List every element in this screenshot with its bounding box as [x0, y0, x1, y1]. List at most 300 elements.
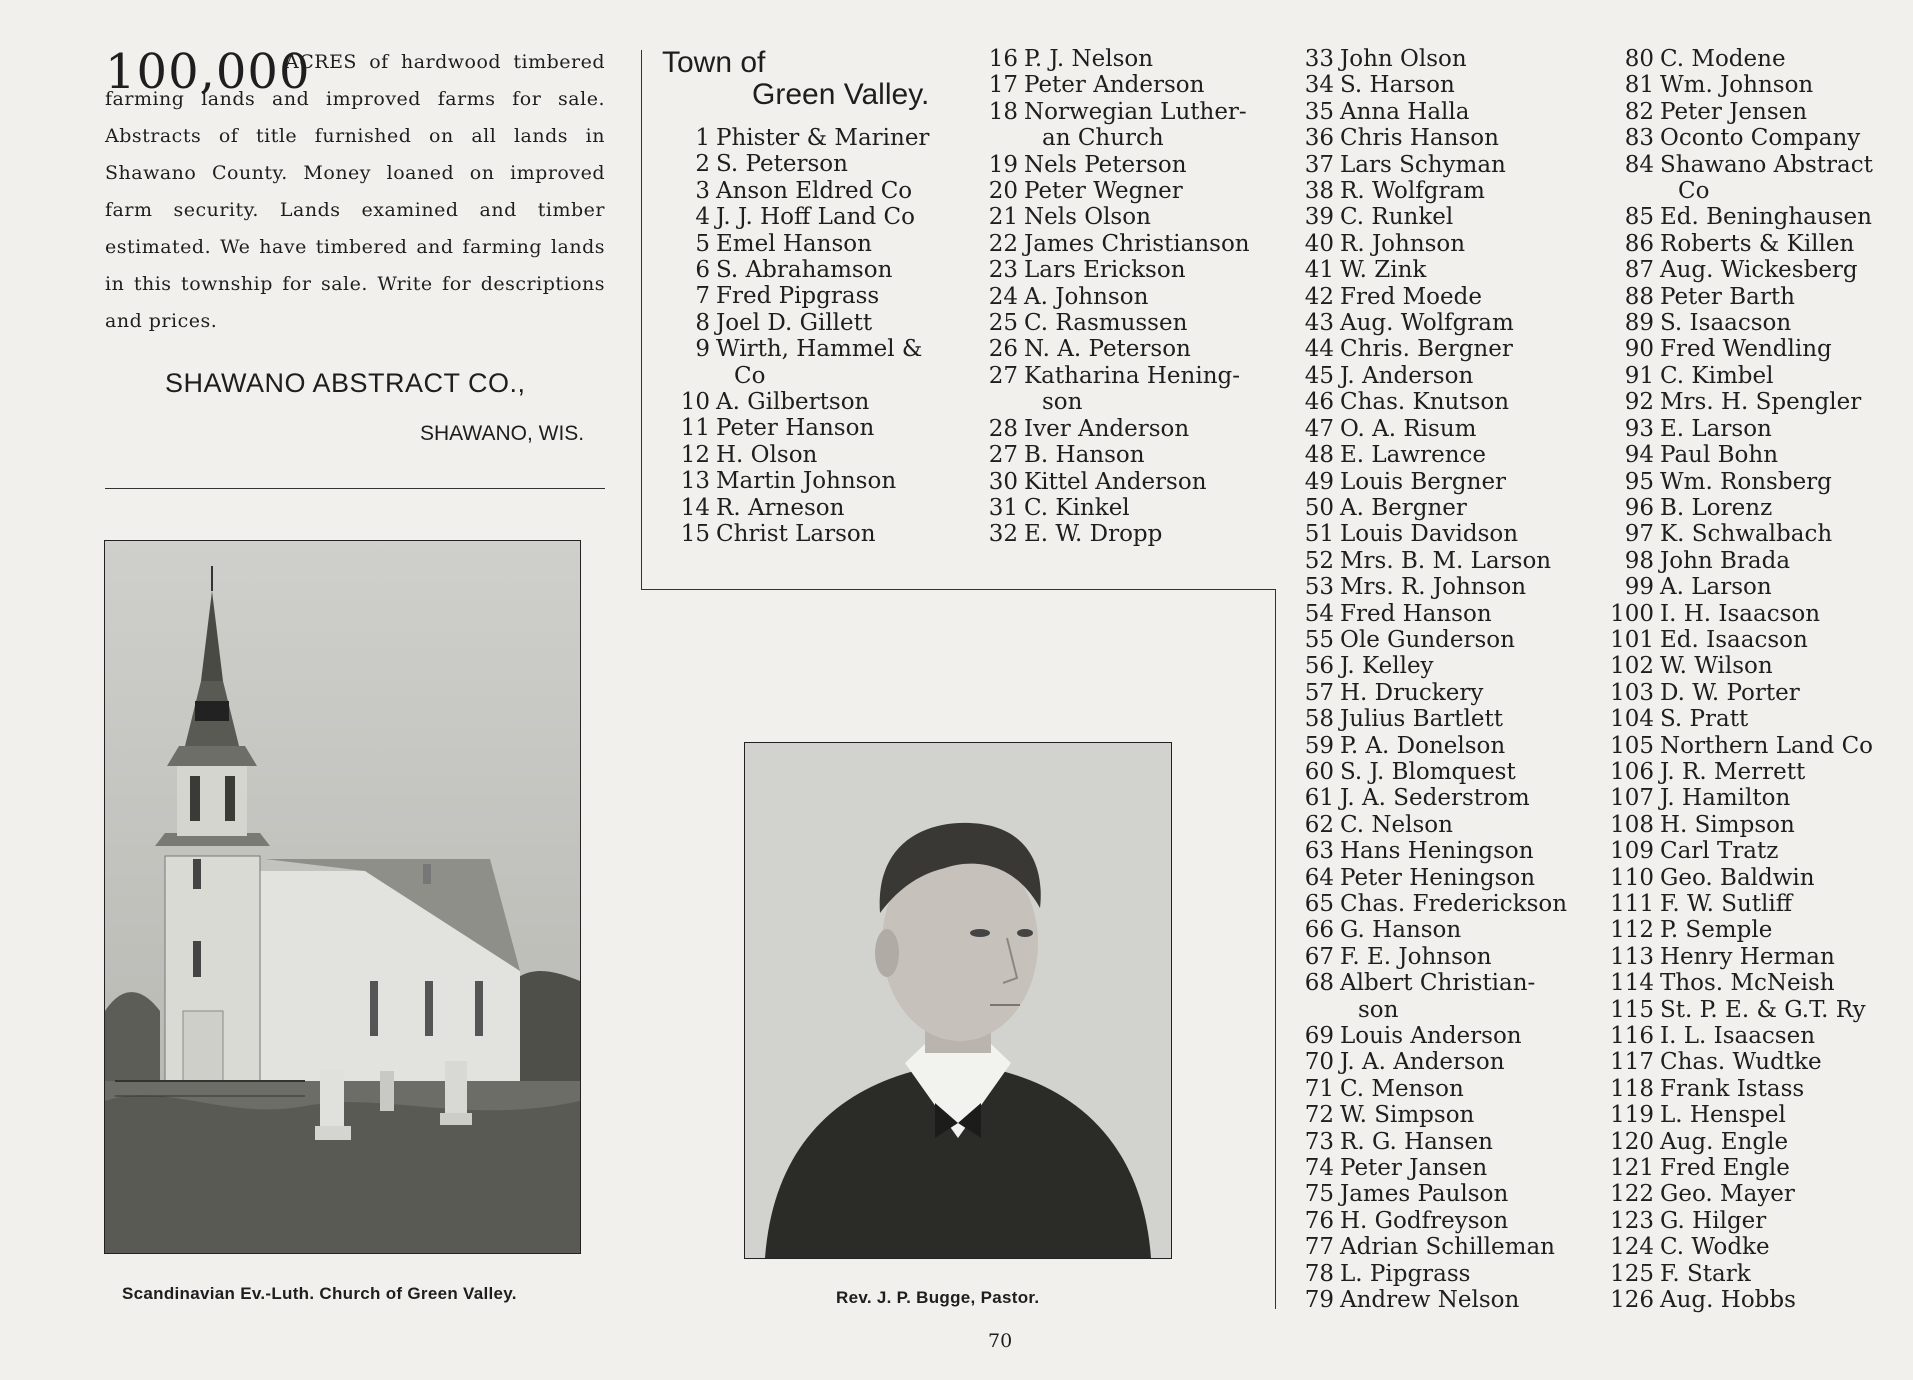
owner-name: P. Semple [1660, 917, 1773, 944]
owner-parcel-number [1598, 178, 1660, 204]
owner-name: Co [734, 362, 766, 389]
owner-parcel-number: 7 [695, 283, 710, 310]
owner-parcel-number: 101 [1610, 626, 1654, 653]
owner-list-item [1300, 1261, 1580, 1287]
owner-parcel-number: 77 [1304, 1234, 1334, 1261]
owner-parcel-number: 26 [988, 336, 1018, 363]
owner-list-item [1598, 1234, 1898, 1260]
owner-list-item [1300, 812, 1580, 838]
owner-list-item [1300, 46, 1580, 72]
owner-list-item [1598, 812, 1898, 838]
owner-list-item [1598, 442, 1898, 468]
owner-parcel-number: 60 [1304, 758, 1334, 785]
owner-name: F. W. Sutliff [1660, 891, 1793, 917]
owner-parcel-number: 100 [1610, 600, 1654, 627]
owner-list-item [978, 178, 1260, 204]
owner-name: Kittel Anderson [1024, 468, 1207, 495]
owner-list-item [660, 415, 946, 441]
owner-parcel-number: 8 [695, 309, 710, 336]
owner-name: Paul Bohn [1660, 442, 1779, 469]
owner-list-item [1300, 99, 1580, 125]
owner-name: Ed. Beninghausen [1660, 204, 1872, 231]
owner-name: J. J. Hoff Land Co [716, 204, 915, 231]
owner-name: Chas. Knutson [1340, 389, 1510, 416]
owner-parcel-number: 27 [988, 362, 1018, 389]
owner-name: Ed. Isaacson [1660, 626, 1808, 653]
owner-list-item [978, 72, 1260, 98]
owner-parcel-number: 105 [1610, 732, 1654, 759]
owner-name: W. Wilson [1660, 653, 1773, 680]
owner-parcel-number: 31 [988, 494, 1018, 521]
owner-parcel-number: 58 [1304, 706, 1334, 733]
owner-list-item [1300, 997, 1580, 1023]
owner-list-item [1300, 548, 1580, 574]
owner-name: Chas. Frederickson [1340, 891, 1568, 917]
owner-name: Norwegian Luther- [1024, 98, 1247, 125]
owner-list-item [1598, 627, 1898, 653]
owner-name: Wm. Ronsberg [1660, 468, 1832, 495]
owner-parcel-number: 51 [1304, 521, 1334, 548]
owner-list-item [1598, 1129, 1898, 1155]
owner-parcel-number: 115 [1610, 996, 1654, 1023]
owner-name: A. Johnson [1024, 283, 1149, 310]
owner-parcel-number: 3 [695, 177, 710, 204]
owner-parcel-number: 25 [988, 310, 1018, 337]
owner-name: Martin Johnson [716, 468, 897, 495]
owner-list-item [1300, 627, 1580, 653]
owner-list-item [1300, 1181, 1580, 1207]
ad-divider [105, 488, 605, 489]
owner-list-item [660, 363, 946, 389]
owner-list-item [1598, 336, 1898, 362]
list-box-bottom-border [641, 589, 1276, 590]
owner-list-item [1598, 1208, 1898, 1234]
owner-list-item [1300, 891, 1580, 917]
owner-name: an Church [1042, 125, 1164, 152]
owner-list-item [978, 257, 1260, 283]
owner-list-item [1598, 759, 1898, 785]
owner-list-item [660, 204, 946, 230]
pastor-portrait-photo [744, 742, 1172, 1259]
owner-name: A. Bergner [1340, 494, 1467, 521]
owner-name: E. Lawrence [1340, 442, 1486, 469]
owner-list-item [1300, 1076, 1580, 1102]
owner-name: S. Harson [1340, 72, 1455, 99]
owner-parcel-number: 46 [1304, 389, 1334, 416]
owner-name: Julius Bartlett [1340, 706, 1503, 733]
owner-name: Anna Halla [1340, 98, 1470, 125]
owner-name: Wm. Johnson [1660, 72, 1814, 99]
owner-name: Carl Tratz [1660, 838, 1779, 865]
owner-list-item [1598, 733, 1898, 759]
church-illustration [105, 541, 580, 1253]
list-box-right-border [1275, 589, 1276, 1309]
pastor-portrait-illustration [745, 743, 1171, 1258]
owner-list-item [1300, 178, 1580, 204]
owner-parcel-number: 54 [1304, 600, 1334, 627]
owner-parcel-number: 50 [1304, 494, 1334, 521]
owner-list-item [1598, 521, 1898, 547]
owner-name: Albert Christian- [1340, 970, 1536, 997]
owner-list-item [1300, 785, 1580, 811]
owner-parcel-number: 18 [988, 98, 1018, 125]
owner-parcel-number: 103 [1610, 679, 1654, 706]
owner-name: A. Gilbertson [716, 389, 870, 416]
owner-parcel-number: 42 [1304, 283, 1334, 310]
owner-list-item [1598, 891, 1898, 917]
owner-list-item [1598, 680, 1898, 706]
owner-parcel-number: 14 [680, 494, 710, 521]
church-photo [104, 540, 581, 1254]
owner-name: K. Schwalbach [1660, 521, 1833, 548]
ad-company-name: SHAWANO ABSTRACT CO., [165, 368, 526, 398]
owner-name: Christ Larson [716, 521, 876, 548]
owner-list-item [1300, 389, 1580, 415]
owner-parcel-number: 111 [1610, 891, 1654, 917]
owner-list-item [978, 231, 1260, 257]
owner-list-item [1300, 838, 1580, 864]
owner-name: Peter Jensen [1660, 98, 1808, 125]
owner-name: Louis Bergner [1340, 468, 1507, 495]
owner-name: R. Wolfgram [1340, 178, 1485, 205]
owner-name: James Paulson [1340, 1181, 1509, 1208]
owner-parcel-number: 79 [1304, 1287, 1334, 1314]
owner-name: C. Wodke [1660, 1234, 1770, 1261]
owner-parcel-number: 53 [1304, 574, 1334, 601]
owner-list-item [1300, 416, 1580, 442]
owner-list-item [1598, 1102, 1898, 1128]
owner-parcel-number: 10 [680, 389, 710, 416]
owner-parcel-number [660, 363, 716, 389]
owner-list-item [1598, 917, 1898, 943]
owner-list-item [1598, 125, 1898, 151]
owner-list-item [660, 468, 946, 494]
ad-company-city: SHAWANO, WIS. [420, 422, 585, 445]
owner-list-item [1300, 231, 1580, 257]
owner-name: Northern Land Co [1660, 732, 1874, 759]
owner-list-item [1300, 72, 1580, 98]
owner-name: I. L. Isaacsen [1660, 1023, 1816, 1050]
owner-name: Co [1678, 178, 1710, 205]
owner-name: Lars Schyman [1340, 151, 1506, 178]
owner-parcel-number: 124 [1610, 1234, 1654, 1261]
owner-name: James Christianson [1024, 230, 1250, 257]
owner-list-item [1300, 1155, 1580, 1181]
owner-name: Frank Istass [1660, 1075, 1805, 1102]
owner-name: F. E. Johnson [1340, 943, 1492, 970]
owner-list-item [978, 521, 1260, 547]
owner-parcel-number: 1 [695, 125, 710, 151]
owner-name: J. R. Merrett [1660, 758, 1806, 785]
owner-parcel-number: 99 [1624, 574, 1654, 601]
owner-parcel-number: 87 [1624, 257, 1654, 284]
owner-list-item [1300, 336, 1580, 362]
owner-name: Peter Barth [1660, 283, 1795, 310]
owner-list-item [1598, 1181, 1898, 1207]
owner-parcel-number: 120 [1610, 1128, 1654, 1155]
owner-list-item [1598, 284, 1898, 310]
owner-name: Iver Anderson [1024, 415, 1190, 442]
owner-name: Emel Hanson [716, 230, 872, 257]
owner-name: Roberts & Killen [1660, 230, 1855, 257]
owner-parcel-number: 21 [988, 204, 1018, 231]
owner-parcel-number: 40 [1304, 230, 1334, 257]
owner-name: Aug. Wolfgram [1340, 310, 1514, 337]
owner-parcel-number: 15 [680, 521, 710, 548]
owner-list-item [1300, 759, 1580, 785]
owner-parcel-number: 5 [695, 230, 710, 257]
owner-name: P. A. Donelson [1340, 732, 1506, 759]
owner-list-item [660, 495, 946, 521]
owner-list-item [1598, 944, 1898, 970]
owner-list-item [1300, 1023, 1580, 1049]
owner-name: N. A. Peterson [1024, 336, 1191, 363]
owner-name: Peter Anderson [1024, 72, 1205, 99]
owner-name: John Brada [1660, 547, 1791, 574]
owner-parcel-number: 121 [1610, 1155, 1654, 1182]
owner-parcel-number: 45 [1304, 362, 1334, 389]
owner-parcel-number: 106 [1610, 758, 1654, 785]
owner-list-item [660, 521, 946, 547]
owner-column-3 [1300, 46, 1580, 1314]
owner-name: R. G. Hansen [1340, 1128, 1493, 1155]
owner-list-item [1300, 152, 1580, 178]
owner-list-item [1598, 46, 1898, 72]
owner-parcel-number: 89 [1624, 310, 1654, 337]
owner-name: Oconto Company [1660, 125, 1861, 152]
owner-list-item [660, 151, 946, 177]
owner-name: Mrs. B. M. Larson [1340, 547, 1552, 574]
owner-name: S. Abrahamson [716, 257, 893, 284]
owner-parcel-number: 86 [1624, 230, 1654, 257]
owner-list-item [1598, 389, 1898, 415]
owner-list-item [660, 125, 946, 151]
owner-list-item [1598, 1023, 1898, 1049]
owner-parcel-number: 125 [1610, 1260, 1654, 1287]
owner-name: I. H. Isaacson [1660, 600, 1821, 627]
ad-text: ACRES of hardwood timbered farming lands and improved farms for sale. Abstracts of title furnished on all lands in Shawano County. Money loaned on improved farm security. Lands examined and timber estimated. We have timbered and farming lands in this township for sale. Write for descriptions and prices. [105, 51, 605, 332]
owner-parcel-number: 102 [1610, 653, 1654, 680]
owner-list-item [1300, 1287, 1580, 1313]
owner-name: S. Isaacson [1660, 310, 1792, 337]
owner-parcel-number: 94 [1624, 442, 1654, 469]
owner-name: P. J. Nelson [1024, 46, 1154, 72]
owner-list-item [1300, 970, 1580, 996]
owner-parcel-number: 36 [1304, 125, 1334, 152]
owner-parcel-number: 4 [695, 204, 710, 231]
owner-list-item [1300, 284, 1580, 310]
owner-list-item [1300, 653, 1580, 679]
owner-name: B. Lorenz [1660, 494, 1773, 521]
owner-parcel-number: 62 [1304, 811, 1334, 838]
owner-list-item [1300, 733, 1580, 759]
owner-name: John Olson [1340, 46, 1467, 72]
owner-parcel-number: 48 [1304, 442, 1334, 469]
owner-name: Geo. Baldwin [1660, 864, 1815, 891]
owner-parcel-number: 104 [1610, 706, 1654, 733]
owner-parcel-number: 52 [1304, 547, 1334, 574]
owner-list-item [1598, 1155, 1898, 1181]
owner-name: W. Zink [1340, 257, 1427, 284]
owner-parcel-number: 24 [988, 283, 1018, 310]
owner-name: St. P. E. & G.T. Ry [1660, 996, 1866, 1023]
owner-list-item [1598, 1076, 1898, 1102]
town-title-line-1: Town of [662, 46, 766, 79]
owner-list-item [1598, 601, 1898, 627]
owner-name: S. Pratt [1660, 706, 1749, 733]
owner-name: Adrian Schilleman [1340, 1234, 1555, 1261]
owner-parcel-number: 85 [1624, 204, 1654, 231]
owner-list-item [1598, 574, 1898, 600]
owner-parcel-number: 49 [1304, 468, 1334, 495]
owner-list-item [978, 336, 1260, 362]
owner-column-2 [978, 46, 1260, 548]
owner-list-item [1300, 1234, 1580, 1260]
owner-parcel-number: 6 [695, 257, 710, 284]
owner-name: Phister & Mariner [716, 125, 930, 151]
owner-list-item [1598, 310, 1898, 336]
owner-name: C. Kinkel [1024, 494, 1130, 521]
owner-name: C. Nelson [1340, 811, 1453, 838]
owner-parcel-number: 11 [680, 415, 710, 442]
owner-parcel-number [978, 125, 1024, 151]
owner-list-item [1598, 495, 1898, 521]
owner-parcel-number: 71 [1304, 1075, 1334, 1102]
owner-parcel-number: 68 [1304, 970, 1334, 997]
owner-list-item [1598, 257, 1898, 283]
owner-parcel-number: 70 [1304, 1049, 1334, 1076]
owner-name: Mrs. R. Johnson [1340, 574, 1527, 601]
owner-name: H. Druckery [1340, 679, 1484, 706]
owner-parcel-number: 122 [1610, 1181, 1654, 1208]
owner-name: Fred Wendling [1660, 336, 1832, 363]
owner-name: Louis Davidson [1340, 521, 1519, 548]
owner-parcel-number: 81 [1624, 72, 1654, 99]
owner-parcel-number: 113 [1610, 943, 1654, 970]
owner-parcel-number [978, 389, 1024, 415]
owner-list-item [1300, 363, 1580, 389]
owner-name: W. Simpson [1340, 1102, 1475, 1129]
owner-list-item [1598, 231, 1898, 257]
owner-list-item [978, 152, 1260, 178]
owner-name: O. A. Risum [1340, 415, 1477, 442]
owner-name: D. W. Porter [1660, 679, 1800, 706]
owner-list-item [1598, 785, 1898, 811]
owner-parcel-number: 65 [1304, 891, 1334, 917]
owner-name: son [1358, 996, 1399, 1023]
owner-parcel-number: 13 [680, 468, 710, 495]
owner-parcel-number: 76 [1304, 1207, 1334, 1234]
owner-name: Joel D. Gillett [716, 309, 873, 336]
owner-list-item [978, 442, 1260, 468]
owner-name: Katharina Hening- [1024, 362, 1240, 389]
owner-parcel-number: 119 [1610, 1102, 1654, 1129]
owner-name: S. J. Blomquest [1340, 758, 1516, 785]
owner-name: Peter Heningson [1340, 864, 1536, 891]
owner-parcel-number: 57 [1304, 679, 1334, 706]
owner-name: Fred Moede [1340, 283, 1482, 310]
owner-parcel-number: 107 [1610, 785, 1654, 812]
owner-name: Nels Olson [1024, 204, 1151, 231]
owner-list-item [1598, 178, 1898, 204]
owner-parcel-number: 39 [1304, 204, 1334, 231]
owner-list-item [660, 257, 946, 283]
owner-list-item [1300, 865, 1580, 891]
owner-list-item [1300, 1208, 1580, 1234]
owner-list-item [978, 363, 1260, 389]
owner-name: H. Simpson [1660, 811, 1795, 838]
owner-parcel-number: 91 [1624, 362, 1654, 389]
owner-parcel-number: 95 [1624, 468, 1654, 495]
owner-name: Aug. Hobbs [1660, 1287, 1796, 1314]
owner-parcel-number: 12 [680, 441, 710, 468]
owner-name: Fred Hanson [1340, 600, 1492, 627]
owner-list-item [978, 204, 1260, 230]
owner-list-item [978, 284, 1260, 310]
ad-text-indent [105, 44, 285, 74]
list-box-left-border [641, 50, 642, 590]
owner-parcel-number: 83 [1624, 125, 1654, 152]
owner-name: L. Pipgrass [1340, 1260, 1471, 1287]
owner-name: C. Kimbel [1660, 362, 1774, 389]
owner-list-item [978, 469, 1260, 495]
owner-name: Peter Hanson [716, 415, 875, 442]
owner-name: H. Godfreyson [1340, 1207, 1509, 1234]
owner-list-item [1300, 310, 1580, 336]
owner-parcel-number: 22 [988, 230, 1018, 257]
owner-name: J. Anderson [1340, 362, 1474, 389]
owner-name: Chas. Wudtke [1660, 1049, 1822, 1076]
owner-name: J. Hamilton [1660, 785, 1791, 812]
owner-parcel-number: 19 [988, 151, 1018, 178]
owner-name: S. Peterson [716, 151, 848, 178]
owner-parcel-number: 47 [1304, 415, 1334, 442]
owner-list-item [1300, 680, 1580, 706]
owner-name: Hans Heningson [1340, 838, 1534, 865]
owner-list-item [1598, 469, 1898, 495]
owner-parcel-number: 112 [1610, 917, 1654, 944]
owner-name: A. Larson [1660, 574, 1772, 601]
owner-parcel-number: 80 [1624, 46, 1654, 72]
owner-list-item [1598, 1287, 1898, 1313]
owner-list-item [660, 283, 946, 309]
owner-parcel-number: 2 [695, 151, 710, 178]
pastor-photo-caption: Rev. J. P. Bugge, Pastor. [836, 1288, 1040, 1307]
owner-name: F. Stark [1660, 1260, 1751, 1287]
owner-parcel-number: 64 [1304, 864, 1334, 891]
owner-name: E. Larson [1660, 415, 1772, 442]
owner-list-item [1300, 601, 1580, 627]
owner-name: Shawano Abstract [1660, 151, 1873, 178]
owner-name: Andrew Nelson [1340, 1287, 1520, 1314]
owner-parcel-number: 97 [1624, 521, 1654, 548]
owner-list-item [978, 389, 1260, 415]
owner-list-item [1598, 865, 1898, 891]
owner-parcel-number: 17 [988, 72, 1018, 99]
owner-list-item [1598, 1049, 1898, 1075]
owner-list-item [1598, 72, 1898, 98]
owner-list-item [978, 99, 1260, 125]
owner-parcel-number: 96 [1624, 494, 1654, 521]
owner-list-item [1598, 1261, 1898, 1287]
owner-name: Wirth, Hammel & [716, 336, 923, 363]
owner-name: Fred Engle [1660, 1155, 1790, 1182]
owner-name: Nels Peterson [1024, 151, 1187, 178]
owner-parcel-number: 43 [1304, 310, 1334, 337]
owner-list-item [1598, 204, 1898, 230]
owner-name: Louis Anderson [1340, 1023, 1522, 1050]
owner-list-item [1300, 706, 1580, 732]
